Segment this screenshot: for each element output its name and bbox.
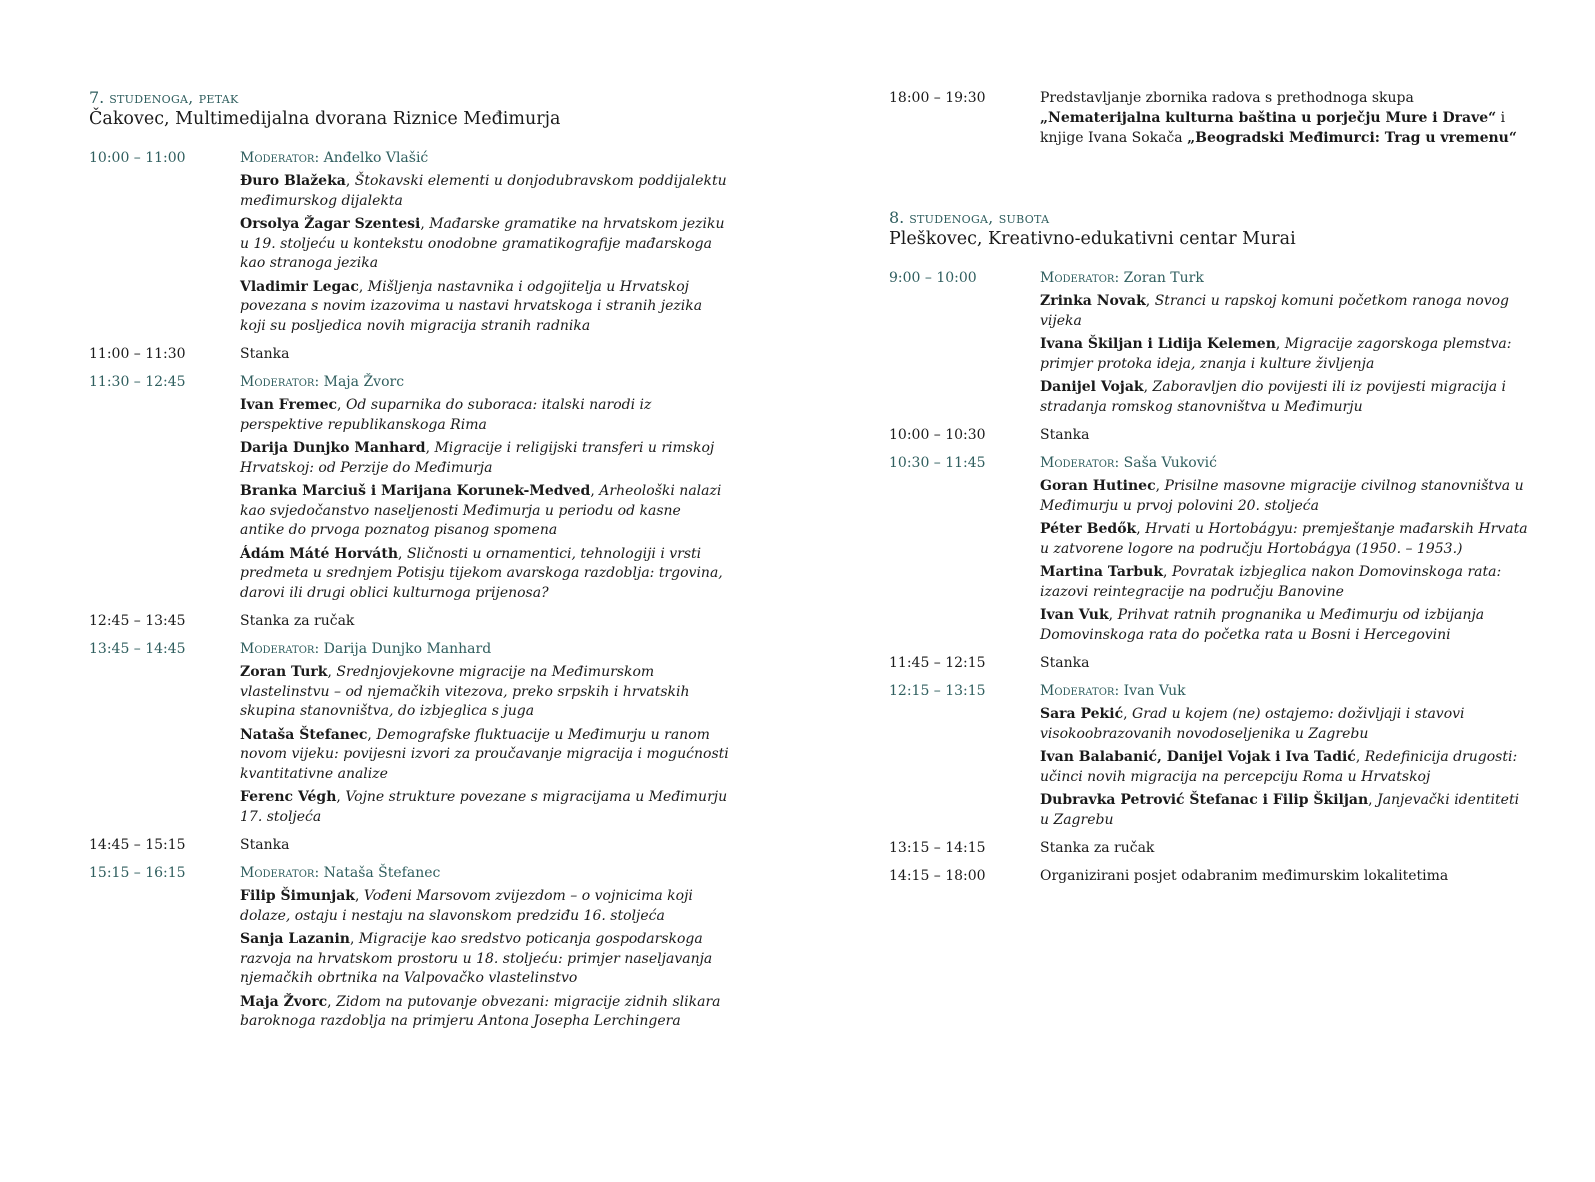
day-1-column	[89, 88, 729, 1040]
talk-author: Martina Tarbuk	[1040, 564, 1164, 580]
break-label: Stanka	[240, 346, 290, 362]
session-content	[240, 148, 729, 336]
session	[89, 372, 729, 603]
day-2-sessions	[889, 268, 1529, 886]
talk-author: Darija Dunjko Manhard	[240, 440, 426, 456]
talk-title: Povratak izbjeglica nakon Domovinskoga rata: izazovi reintegracije na području Banovine	[1040, 564, 1502, 600]
break-label: Stanka za ručak	[1040, 840, 1155, 856]
moderator-name: Maja Žvorc	[323, 374, 405, 390]
talk-title: Arheološki nalazi kao svjedočanstvo naseljenosti Međimurja u periodu od kasne antike do prvoga poznatog pisanog spomena	[240, 483, 722, 538]
break-label: Stanka	[1040, 655, 1090, 671]
talk-title: Mađarske gramatike na hrvatskom jeziku u 19. stoljeću u kontekstu onodobne gramatikografije mađarskoga kao stranoga jezika	[240, 216, 725, 271]
moderator-name: Zoran Turk	[1123, 270, 1204, 286]
moderator	[240, 863, 729, 883]
talk-title: Demografske fluktuacije u Međimurju u ranom novom vijeku: povijesni izvori za proučavanje migracija i mogućnosti kvantitativne analize	[240, 726, 729, 782]
session	[889, 681, 1529, 830]
break-label: Organizirani posjet odabranim međimurskim lokalitetima	[1040, 868, 1449, 884]
session-time: 10:00 – 11:00	[89, 150, 186, 166]
talk-author: Filip Šimunjak	[240, 888, 355, 904]
talk-title: Redefinicija drugosti: učinci novih migracija na percepciju Roma u Hrvatskoj	[1040, 749, 1518, 785]
talk-title: Prisilne masovne migracije civilnog stanovništva u Međimurju u prvoj polovini 20. stoljeća	[1040, 478, 1524, 514]
talk: Danijel Vojak, Zaboravljen dio povijesti ili iz povijesti migracija i stradanja romskog stanovništva u Međimurju	[1040, 379, 1507, 415]
talk-author: Dubravka Petrović Štefanac i Filip Škiljan	[1040, 792, 1369, 808]
talk: Martina Tarbuk, Povratak izbjeglica nakon Domovinskoga rata: izazovi reintegracije na području Banovine	[1040, 564, 1502, 600]
moderator-label: Moderator:	[240, 641, 320, 657]
talk-title: Janjevački identiteti u Zagrebu	[1040, 792, 1520, 828]
talk-author: Goran Hutinec	[1040, 478, 1156, 494]
day-1-venue: Čakovec, Multimedijalna dvorana Riznice Međimurja	[89, 109, 561, 129]
talk-title: Stranci u rapskoj komuni početkom ranoga novog vijeka	[1040, 293, 1510, 329]
talk: Péter Bedők, Hrvati u Hortobágyu: premještanje mađarskih Hrvata u zatvorene logore na području Hortobágya (1950. – 1953.)	[1040, 521, 1528, 557]
moderator-label: Moderator:	[1040, 270, 1120, 286]
session-content	[1040, 453, 1529, 645]
talk-author: Ivan Vuk	[1040, 607, 1109, 623]
talk: Ádám Máté Horváth, Sličnosti u ornamentici, tehnologiji i vrsti predmeta u srednjem Potisju tijekom avarskoga razdoblja: trgovina, darovi ili drugi oblici kulturnoga prijenosa?	[240, 545, 723, 601]
talk: Orsolya Žagar Szentesi, Mađarske gramatike na hrvatskom jeziku u 19. stoljeću u kontekstu onodobne gramatikografije mađarskoga kao stranoga jezika	[240, 216, 725, 271]
session-content	[1040, 681, 1529, 830]
talk: Maja Žvorc, Zidom na putovanje obvezani: migracije zidnih slikara baroknoga razdoblja na primjeru Antona Josepha Lerchingera	[240, 993, 721, 1029]
talk-author: Nataša Štefanec	[240, 726, 368, 743]
talk-author: Đuro Blažeka	[240, 173, 346, 189]
break-row	[889, 425, 1529, 445]
talk-author: Sanja Lazanin	[240, 931, 350, 947]
session-time: 11:30 – 12:45	[89, 374, 186, 390]
session-time: 14:15 – 18:00	[889, 868, 986, 884]
session-time: 10:00 – 10:30	[889, 427, 986, 443]
talk-title: Sličnosti u ornamentici, tehnologiji i vrsti predmeta u srednjem Potisju tijekom avarskoga razdoblja: trgovina, darovi ili drugi oblici kulturnoga prijenosa?	[240, 545, 723, 601]
break-row	[889, 653, 1529, 673]
moderator-name: Anđelko Vlašić	[323, 150, 429, 166]
session-time: 13:45 – 14:45	[89, 641, 186, 657]
session-time: 12:45 – 13:45	[89, 613, 186, 629]
session-content	[240, 639, 729, 827]
talk-title: Štokavski elementi u donjodubravskom poddijalektu međimurskog dijalekta	[240, 173, 727, 209]
moderator-name: Darija Dunjko Manhard	[323, 641, 492, 657]
session-time: 18:00 – 19:30	[889, 90, 986, 106]
talk: Ivan Vuk, Prihvat ratnih prognanika u Međimurju od izbijanja Domovinskoga rata do početka rata u Bosni i Hercegovini	[1040, 607, 1485, 643]
talk: Ivan Fremec, Od suparnika do suboraca: italski narodi iz perspektive republikanskoga Rima	[240, 397, 652, 433]
talk-title: Mišljenja nastavnika i odgojitelja u Hrvatskoj povezana s novim izazovima u nastavi hrvatskoga i stranih jezika koji su posljedica novih migracija stranih radnika	[240, 278, 703, 334]
day-1-heading: 7. studenoga, petak	[89, 88, 239, 107]
moderator-label: Moderator:	[1040, 455, 1120, 471]
talk-author: Danijel Vojak	[1040, 379, 1144, 395]
talk: Ivan Balabanić, Danijel Vojak i Iva Tadić, Redefinicija drugosti: učinci novih migracija na percepciju Roma u Hrvatskoj	[1040, 749, 1518, 785]
talk: Đuro Blažeka, Štokavski elementi u donjodubravskom poddijalektu međimurskog dijalekta	[240, 173, 727, 209]
break-row	[89, 344, 729, 364]
talk-title: Srednjovjekovne migracije na Međimurskom vlastelinstvu – od njemačkih vitezova, preko srpskih i hrvatskih skupina stanovništva, do izbjeglica s juga	[240, 664, 690, 719]
break-row	[889, 866, 1529, 886]
talk-author: Branka Marciuš i Marijana Korunek-Medved	[240, 483, 591, 499]
talk-title: Migracije zagorskoga plemstva: primjer protoka ideja, znanja i kulture življenja	[1040, 336, 1512, 372]
talk: Dubravka Petrović Štefanac i Filip Škiljan, Janjevački identiteti u Zagrebu	[1040, 792, 1520, 828]
talk-title: Hrvati u Hortobágyu: premještanje mađarskih Hrvata u zatvorene logore na području Hortobágya (1950. – 1953.)	[1040, 521, 1528, 557]
session-content	[240, 372, 729, 603]
talk: Branka Marciuš i Marijana Korunek-Medved, Arheološki nalazi kao svjedočanstvo naseljenosti Međimurja u periodu od kasne antike do prvoga poznatog pisanog spomena	[240, 483, 722, 538]
talk-author: Ádám Máté Horváth	[240, 545, 399, 562]
session-time: 11:45 – 12:15	[889, 655, 986, 671]
moderator	[240, 148, 729, 168]
day-1-sessions	[89, 148, 729, 1032]
break-label: Stanka	[1040, 427, 1090, 443]
talk: Nataša Štefanec, Demografske fluktuacije u Međimurju u ranom novom vijeku: povijesni izvori za proučavanje migracija i mogućnosti kvantitativne analize	[240, 726, 729, 782]
session-time: 10:30 – 11:45	[889, 455, 986, 471]
talk-author: Péter Bedők	[1040, 521, 1137, 537]
talk: Goran Hutinec, Prisilne masovne migracije civilnog stanovništva u Međimurju u prvoj polovini 20. stoljeća	[1040, 478, 1524, 514]
talk: Filip Šimunjak, Vođeni Marsovom zvijezdom – o vojnicima koji dolaze, ostaju i nestaju na slavonskom predziđu 16. stoljeća	[240, 888, 693, 924]
talk-title: Vođeni Marsovom zvijezdom – o vojnicima koji dolaze, ostaju i nestaju na slavonskom predziđu 16. stoljeća	[240, 888, 693, 924]
talk-author: Ferenc Végh	[240, 789, 337, 805]
talk-title: Migracije i religijski transferi u rimskoj Hrvatskoj: od Perzije do Međimurja	[240, 440, 715, 476]
moderator	[1040, 268, 1529, 288]
talk-title: Zaboravljen dio povijesti ili iz povijesti migracija i stradanja romskog stanovništva u Međimurju	[1040, 379, 1507, 415]
session	[889, 453, 1529, 645]
talk-author: Zrinka Novak	[1040, 293, 1146, 309]
session	[89, 863, 729, 1032]
break-row	[89, 611, 729, 631]
talk-author: Ivan Balabanić, Danijel Vojak i Iva Tadić	[1040, 749, 1356, 765]
break-row	[89, 835, 729, 855]
talk: Darija Dunjko Manhard, Migracije i religijski transferi u rimskoj Hrvatskoj: od Perzije do Međimurja	[240, 440, 715, 476]
talk-title: Od suparnika do suboraca: italski narodi iz perspektive republikanskoga Rima	[240, 397, 652, 433]
session-time: 15:15 – 16:15	[89, 865, 186, 881]
session-time: 14:45 – 15:15	[89, 837, 186, 853]
talk: Vladimir Legac, Mišljenja nastavnika i odgojitelja u Hrvatskoj povezana s novim izazovima u nastavi hrvatskoga i stranih jezika koji su posljedica novih migracija stranih radnika	[240, 278, 703, 334]
talk-title: Grad u kojem (ne) ostajemo: doživljaji i stavovi visokoobrazovanih novodoseljenika u Zagrebu	[1040, 706, 1465, 742]
session-time: 13:15 – 14:15	[889, 840, 986, 856]
session	[889, 268, 1529, 417]
talk-title: Migracije kao sredstvo poticanja gospodarskoga razvoja na hrvatskom prostoru u 18. stoljeću: primjer naseljavanja njemačkih obrtnika na Valpovačko vlastelinstvo	[240, 931, 713, 986]
session-content	[1040, 268, 1529, 417]
talk-title: Zidom na putovanje obvezani: migracije zidnih slikara baroknoga razdoblja na primjeru Antona Josepha Lerchingera	[240, 993, 721, 1029]
day-2-column	[889, 88, 1529, 894]
moderator-label: Moderator:	[240, 865, 320, 881]
talk-title: Vojne strukture povezane s migracijama u Međimurju 17. stoljeća	[240, 789, 728, 825]
talk-author: Ivana Škiljan i Lidija Kelemen	[1040, 336, 1276, 352]
session-time: 12:15 – 13:15	[889, 683, 986, 699]
talk: Zrinka Novak, Stranci u rapskoj komuni početkom ranoga novog vijeka	[1040, 293, 1510, 329]
day-2-venue: Pleškovec, Kreativno-edukativni centar Murai	[889, 229, 1296, 249]
book-presentation: Predstavljanje zbornika radova s prethodnoga skupa „Nematerijalna kulturna baština u porječju Mure i Drave“ i knjige Ivana Sokača „Beogradski Međimurci: Trag u vremenu“	[1040, 90, 1517, 146]
moderator	[1040, 453, 1529, 473]
talk: Sara Pekić, Grad u kojem (ne) ostajemo: doživljaji i stavovi visokoobrazovanih novodoseljenika u Zagrebu	[1040, 706, 1465, 742]
talk-title: Prihvat ratnih prognanika u Međimurju od izbijanja Domovinskoga rata do početka rata u Bosni i Hercegovini	[1040, 607, 1485, 643]
talk: Ivana Škiljan i Lidija Kelemen, Migracije zagorskoga plemstva: primjer protoka ideja, znanja i kulture življenja	[1040, 336, 1512, 372]
talk-author: Vladimir Legac	[240, 278, 359, 295]
talk: Zoran Turk, Srednjovjekovne migracije na Međimurskom vlastelinstvu – od njemačkih vitezova, preko srpskih i hrvatskih skupina stanovništva, do izbjeglica s juga	[240, 664, 690, 719]
moderator	[1040, 681, 1529, 701]
break-label: Stanka za ručak	[240, 613, 355, 629]
talk: Sanja Lazanin, Migracije kao sredstvo poticanja gospodarskoga razvoja na hrvatskom prostoru u 18. stoljeću: primjer naseljavanja njemačkih obrtnika na Valpovačko vlastelinstvo	[240, 931, 713, 986]
moderator-name: Nataša Štefanec	[323, 865, 441, 881]
evening-event	[889, 88, 1529, 148]
moderator	[240, 639, 729, 659]
talk: Ferenc Végh, Vojne strukture povezane s migracijama u Međimurju 17. stoljeća	[240, 789, 728, 825]
moderator	[240, 372, 729, 392]
moderator-label: Moderator:	[1040, 683, 1120, 699]
talk-author: Orsolya Žagar Szentesi	[240, 216, 421, 232]
session	[89, 148, 729, 336]
session-time: 11:00 – 11:30	[89, 346, 186, 362]
moderator-name: Ivan Vuk	[1123, 683, 1186, 699]
session	[89, 639, 729, 827]
session-content	[240, 863, 729, 1032]
moderator-label: Moderator:	[240, 374, 320, 390]
break-row	[889, 838, 1529, 858]
moderator-label: Moderator:	[240, 150, 320, 166]
day-2-heading: 8. studenoga, subota	[889, 208, 1050, 227]
moderator-name: Saša Vuković	[1123, 455, 1217, 471]
break-label: Stanka	[240, 837, 290, 853]
talk-author: Zoran Turk	[240, 664, 328, 680]
talk-author: Ivan Fremec	[240, 397, 338, 413]
talk-author: Maja Žvorc	[240, 993, 328, 1010]
session-time: 9:00 – 10:00	[889, 270, 977, 286]
talk-author: Sara Pekić	[1040, 706, 1124, 722]
